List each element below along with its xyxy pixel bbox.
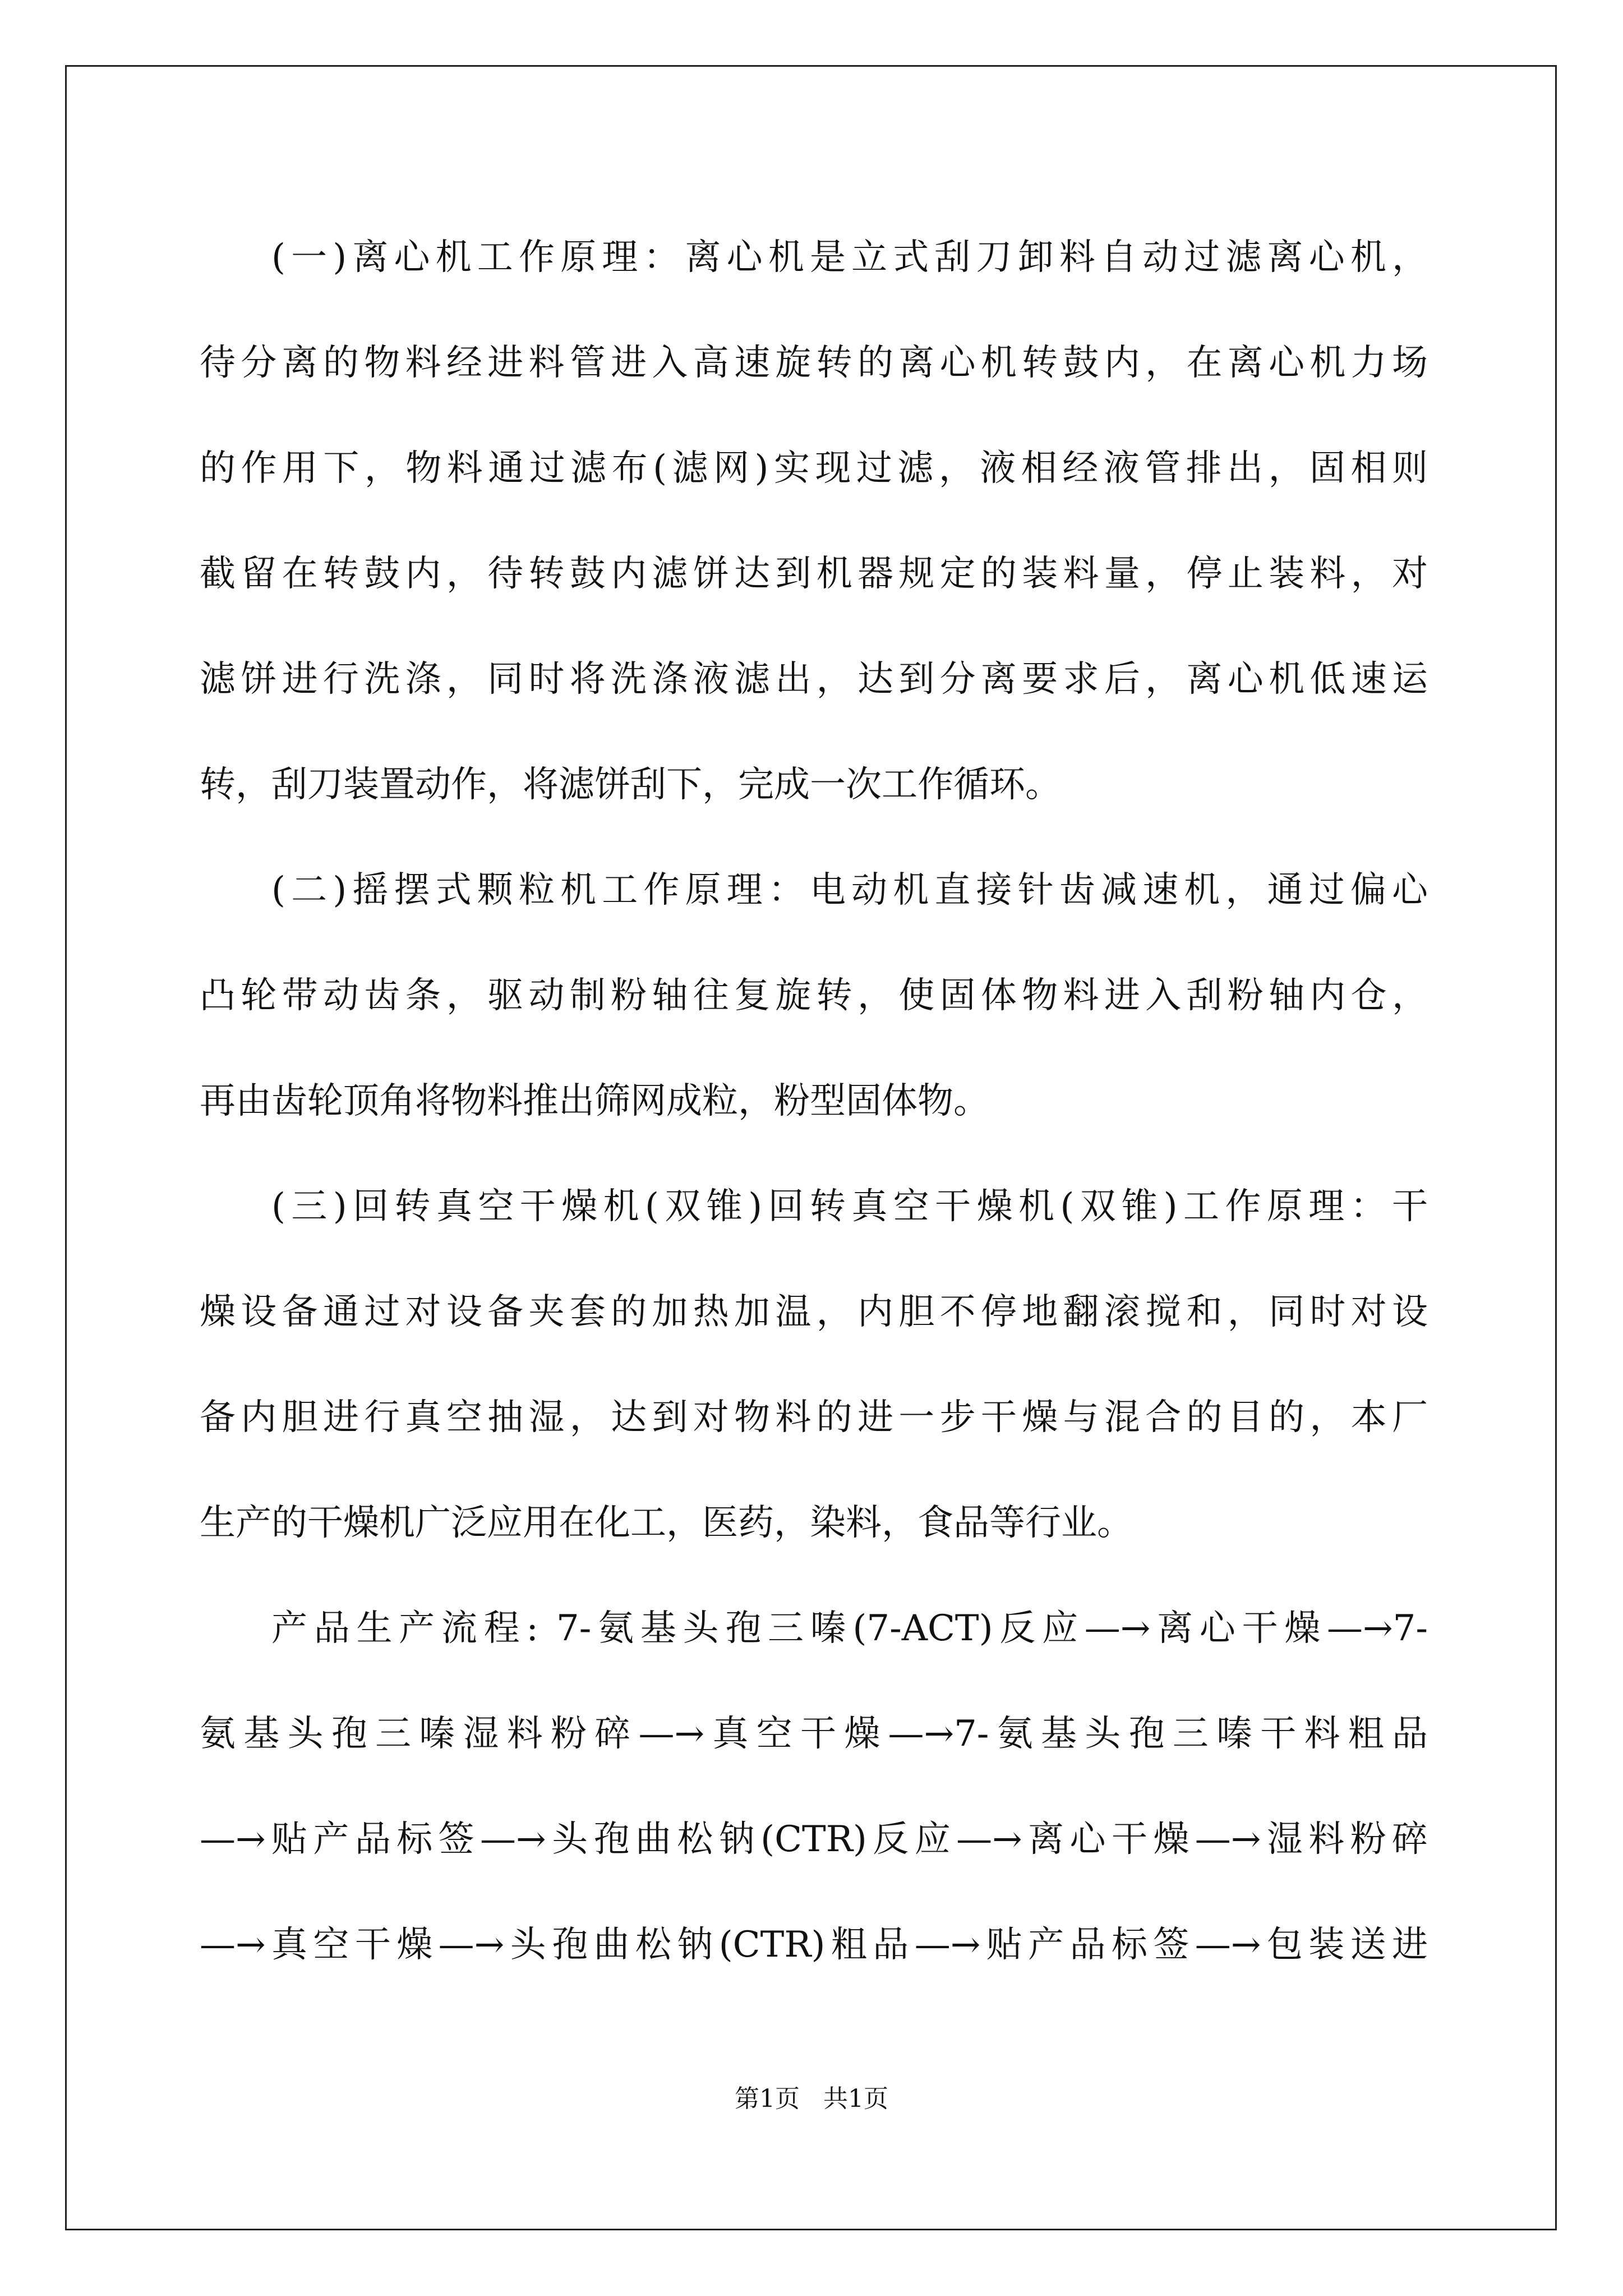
paragraph-3-line-4: 生产的干燥机广泛应用在化工，医药，染料，食品等行业。 [200,1502,1133,1544]
paragraph-4-line-2: 氨基头孢三嗪湿料粉碎—→真空干燥—→7-氨基头孢三嗪干料粗品 [200,1713,1428,1755]
paragraph-1-line-1: (一)离心机工作原理：离心机是立式刮刀卸料自动过滤离心机， [271,237,1428,278]
paragraph-2-line-3: 再由齿轮顶角将物料推出筛网成粒，粉型固体物。 [200,1080,989,1122]
paragraph-4-line-3: —→贴产品标签—→头孢曲松钠(CTR)反应—→离心干燥—→湿料粉碎 [200,1819,1428,1860]
paragraph-4-line-4: —→真空干燥—→头孢曲松钠(CTR)粗品—→贴产品标签—→包装送进 [200,1924,1428,1966]
paragraph-3-line-2: 燥设备通过对设备夹套的加热加温，内胆不停地翻滚搅和，同时对设 [200,1291,1428,1333]
paragraph-3-line-1: (三)回转真空干燥机(双锥)回转真空干燥机(双锥)工作原理：干 [271,1186,1428,1227]
paragraph-1-line-2: 待分离的物料经进料管进入高速旋转的离心机转鼓内，在离心机力场 [200,342,1428,384]
paragraph-3-line-3: 备内胆进行真空抽湿，达到对物料的进一步干燥与混合的目的，本厂 [200,1397,1428,1438]
paragraph-2-line-2: 凸轮带动齿条，驱动制粉轴往复旋转，使固体物料进入刮粉轴内仓， [200,975,1428,1016]
page-total: 共1页 [823,2085,888,2113]
paragraph-1-line-4: 截留在转鼓内，待转鼓内滤饼达到机器规定的装料量，停止装料，对 [200,553,1428,595]
paragraph-1-line-6: 转，刮刀装置动作，将滤饼刮下，完成一次工作循环。 [200,764,1061,806]
paragraph-2-line-1: (二)摇摆式颗粒机工作原理：电动机直接针齿减速机，通过偏心 [271,869,1428,911]
page-footer [0,2082,1623,2116]
paragraph-1-line-3: 的作用下，物料通过滤布(滤网)实现过滤，液相经液管排出，固相则 [200,448,1428,489]
document-body [200,205,1428,1998]
paragraph-4-line-1: 产品生产流程: 7-氨基头孢三嗪(7-ACT)反应—→离心干燥—→7- [271,1608,1428,1649]
page-number: 第1页 [735,2085,800,2113]
paragraph-1-line-5: 滤饼进行洗涤，同时将洗涤液滤出，达到分离要求后，离心机低速运 [200,659,1428,700]
